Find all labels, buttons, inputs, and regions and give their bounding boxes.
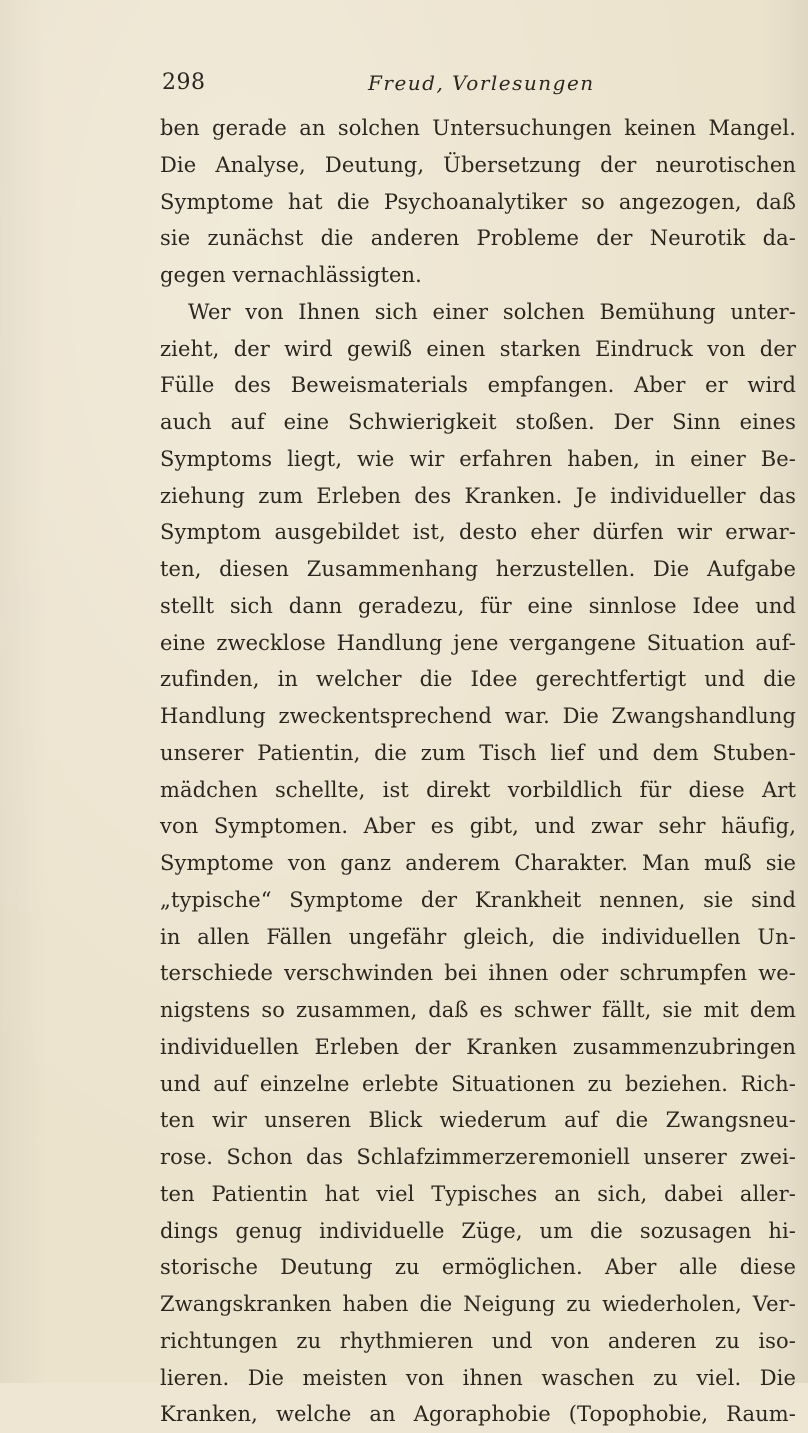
text-line: Symptome hat die Psychoanalytiker so angezogen, daß <box>160 189 796 214</box>
text-line: auch auf eine Schwierigkeit stoßen. Der Sinn eines <box>160 410 796 434</box>
running-head: Freud, Vorlesungen <box>368 71 595 95</box>
text-line: zieht, der wird gewiß einen starken Eindruck von der <box>160 336 796 361</box>
text-line: in allen Fällen ungefähr gleich, die individuellen Un- <box>160 924 796 949</box>
text-line: ten Patientin hat viel Typisches an sich, dabei aller- <box>160 1181 796 1206</box>
text-line: Symptome von ganz anderem Charakter. Man muß sie <box>160 851 796 875</box>
text-line: individuellen Erleben der Kranken zusammenzubringen <box>160 1034 796 1059</box>
text-line: rose. Schon das Schlafzimmerzeremoniell unserer zwei- <box>160 1145 796 1169</box>
text-line: Handlung zweckentsprechend war. Die Zwangshandlung <box>160 704 796 728</box>
text-line: zufinden, in welcher die Idee gerechtfertigt und die <box>160 667 796 692</box>
text-line: Zwangskranken haben die Neigung zu wiederholen, Ver- <box>160 1292 796 1316</box>
text-line: sie zunächst die anderen Probleme der Neurotik da- <box>160 226 796 251</box>
text-line: eine zwecklose Handlung jene vergangene Situation auf- <box>160 630 796 655</box>
text-line: Symptoms liegt, wie wir erfahren haben, in einer Be- <box>160 446 796 471</box>
text-line: lieren. Die meisten von ihnen waschen zu viel. Die <box>160 1365 796 1390</box>
text-line: dings genug individuelle Züge, um die sozusagen hi- <box>160 1218 796 1243</box>
text-line: von Symptomen. Aber es gibt, und zwar sehr häufig, <box>160 814 796 839</box>
page-number: 298 <box>162 70 206 95</box>
text-line: nigstens so zusammen, daß es schwer fällt, sie mit dem <box>160 998 796 1022</box>
text-line: unserer Patientin, die zum Tisch lief und dem Stuben- <box>160 740 796 765</box>
page-header <box>162 66 762 100</box>
text-line: „typische“ Symptome der Krankheit nennen, sie sind <box>160 887 796 912</box>
text-line: terschiede verschwinden bei ihnen oder schrumpfen we- <box>160 961 796 986</box>
text-body <box>160 110 796 1433</box>
text-line: Kranken, welche an Agoraphobie (Topophobie, Raum- <box>160 1402 796 1427</box>
text-line: ten, diesen Zusammenhang herzustellen. Die Aufgabe <box>160 557 796 581</box>
text-line: richtungen zu rhythmieren und von anderen zu iso- <box>160 1328 796 1353</box>
text-line: und auf einzelne erlebte Situationen zu beziehen. Rich- <box>160 1071 796 1096</box>
text-line: mädchen schellte, ist direkt vorbildlich für diese Art <box>160 777 796 802</box>
text-line: stellt sich dann geradezu, für eine sinnlose Idee und <box>160 593 796 618</box>
text-line: ziehung zum Erleben des Kranken. Je individueller das <box>160 483 796 508</box>
text-line: Die Analyse, Deutung, Übersetzung der neurotischen <box>160 152 796 177</box>
text-line: Wer von Ihnen sich einer solchen Bemühung unter- <box>188 299 796 324</box>
text-line: ben gerade an solchen Untersuchungen keinen Mangel. <box>160 116 796 140</box>
text-line: Symptom ausgebildet ist, desto eher dürfen wir erwar- <box>160 520 796 545</box>
text-line: gegen vernachlässigten. <box>160 263 422 287</box>
text-line: Fülle des Beweismaterials empfangen. Aber er wird <box>160 373 796 398</box>
text-line: storische Deutung zu ermöglichen. Aber alle diese <box>160 1255 796 1280</box>
text-line: ten wir unseren Blick wiederum auf die Zwangsneu- <box>160 1108 796 1133</box>
